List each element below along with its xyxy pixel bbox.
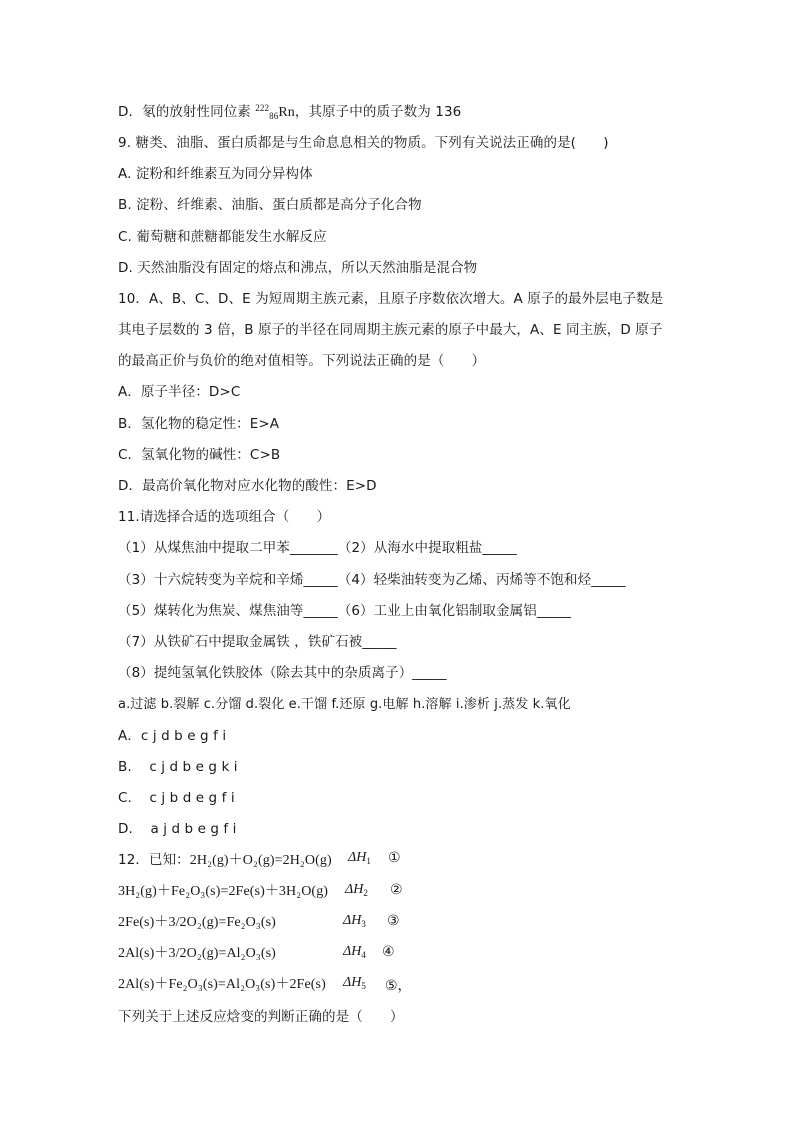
q10-stem-line-1: 10．A、B、C、D、E 为短周期主族元素，且原子序数依次增大。A 原子的最外层电子数是 (118, 291, 664, 307)
q12-marker-2: ② (390, 882, 403, 898)
q11-option-b: B. c j d b e g k i (118, 759, 238, 775)
q11-option-c: C. c j b d e g f i (118, 790, 235, 806)
q10-option-b: B．氢化物的稳定性：E>A (118, 416, 280, 432)
q12-dh-5: $\Delta H_5$ (343, 975, 366, 991)
element-symbol: Rn (278, 105, 295, 120)
q9-stem: 9. 糖类、油脂、蛋白质都是与生命息息相关的物质。下列有关说法正确的是( ) (118, 135, 609, 151)
q12-stem-prefix: 12．已知： (118, 852, 190, 868)
radon-isotope (255, 105, 295, 120)
q9-option-b: B. 淀粉、纤维素、油脂、蛋白质都是高分子化合物 (118, 197, 422, 213)
q12-dh-1: $\Delta H_1$ (348, 850, 371, 866)
q11-option-a: A．c j d b e g f i (118, 728, 227, 744)
q8-option-d-suffix: ，其原子中的质子数为 136 (294, 104, 462, 120)
q12-equation-5: 2Al(s)＋Fe₂O₃(s)=Al₂O₃(s)＋2Fe(s) (118, 977, 326, 992)
q8-option-d (118, 102, 461, 123)
q12-marker-3: ③ (387, 913, 400, 929)
q10-stem-line-2: 其电子层数的 3 倍，B 原子的半径在同周期主族元素的原子中最大，A、E 同主族，D 原子 (118, 322, 663, 338)
q10-option-a: A．原子半径：D>C (118, 384, 241, 400)
q11-method-list: a.过滤 b.裂解 c.分馏 d.裂化 e.干馏 f.还原 g.电解 h.溶解 i.渗析 j.蒸发 k.氧化 (118, 697, 571, 712)
q12-equation-4: 2Al(s)＋3/2O₂(g)=Al₂O₃(s) (118, 946, 276, 961)
q12-dh-3: $\Delta H_3$ (343, 913, 366, 929)
q11-item-3-4: （3）十六烷转变为辛烷和辛烯_____（4）轻柴油转变为乙烯、丙烯等不饱和烃_____ (118, 572, 626, 588)
q9-option-d: D. 天然油脂没有固定的熔点和沸点，所以天然油脂是混合物 (118, 260, 478, 276)
mass-number: 222 (255, 103, 270, 113)
q11-item-1-2: （1）从煤焦油中提取二甲苯_______（2）从海水中提取粗盐_____ (118, 540, 517, 556)
q12-equation-1: 2H₂(g)＋O₂(g)=2H₂O(g) (189, 853, 332, 868)
q12-marker-4: ④ (382, 944, 395, 960)
q11-item-8: （8）提纯氢氧化铁胶体（除去其中的杂质离子）_____ (118, 665, 447, 681)
q12-equation-1-row (118, 850, 332, 871)
q12-equation-3: 2Fe(s)＋3/2O₂(g)=Fe₂O₃(s) (118, 915, 276, 930)
q10-option-d: D．最高价氧化物对应水化物的酸性：E>D (118, 478, 377, 494)
q9-option-c: C. 葡萄糖和蔗糖都能发生水解反应 (118, 229, 327, 245)
q12-marker-5: ⑤， (385, 978, 412, 994)
q9-option-a: A. 淀粉和纤维素互为同分异构体 (118, 166, 313, 182)
q12-equation-2: 3H₂(g)＋Fe₂O₃(s)=2Fe(s)＋3H₂O(g) (118, 884, 329, 899)
q10-stem-line-3: 的最高正价与负价的绝对值相等。下列说法正确的是（ ） (118, 353, 486, 369)
q12-question: 下列关于上述反应焓变的判断正确的是（ ） (118, 1009, 404, 1025)
q12-dh-2: $\Delta H_2$ (345, 882, 368, 898)
q11-item-5-6: （5）煤转化为焦炭、煤焦油等_____（6）工业上由氧化铝制取金属铝_____ (118, 603, 572, 619)
q8-option-d-prefix: D．氡的放射性同位素 (118, 104, 256, 120)
atomic-number: 86 (269, 111, 279, 121)
q11-item-7: （7）从铁矿石中提取金属铁 ，铁矿石被_____ (118, 634, 397, 650)
q10-option-c: C．氢氧化物的碱性：C>B (118, 447, 281, 463)
q11-option-d: D. a j d b e g f i (118, 821, 237, 837)
q11-stem: 11.请选择合适的选项组合（ ） (118, 509, 331, 525)
q12-dh-4: $\Delta H_4$ (343, 944, 366, 960)
q12-marker-1: ① (388, 850, 401, 866)
